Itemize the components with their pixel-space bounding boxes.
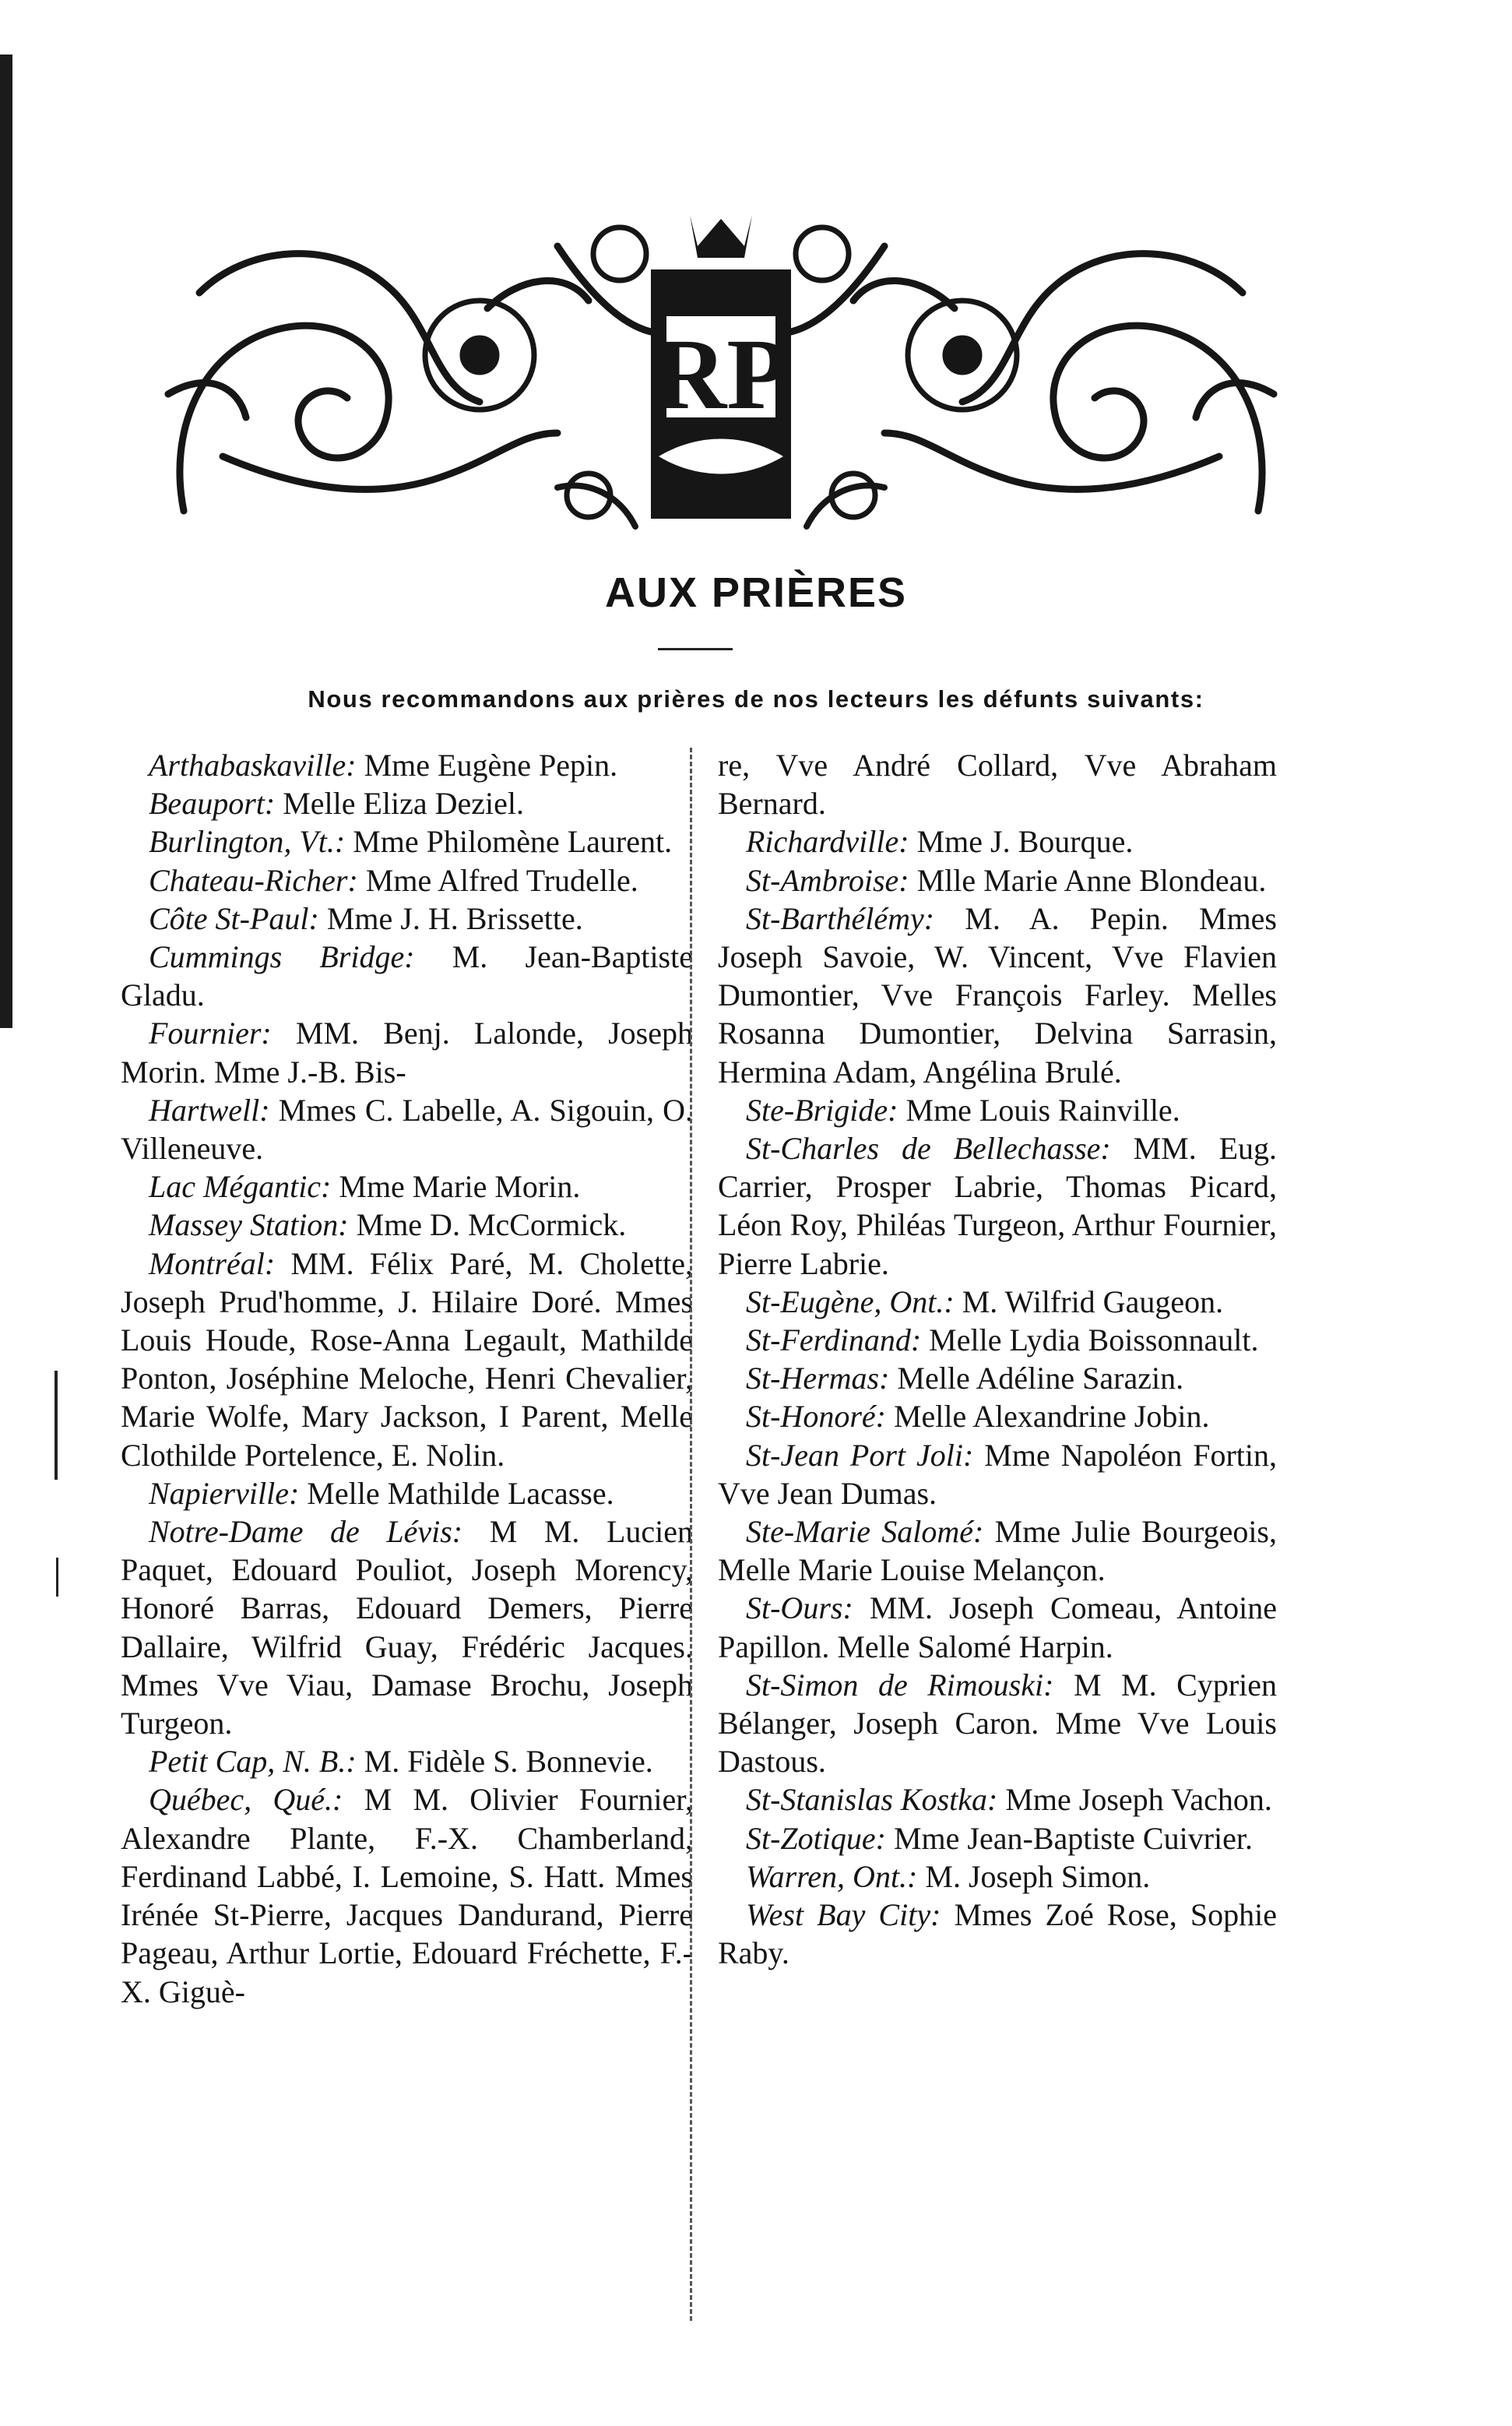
left-column [121, 746, 693, 2011]
place-name: Ste-Brigide: [746, 1092, 898, 1128]
deceased-names: M. Fidèle S. Bonnevie. [356, 1744, 653, 1780]
place-name: St-Zotique: [746, 1820, 886, 1856]
obituary-entry [718, 1359, 1277, 1397]
obituary-entry [718, 1896, 1277, 1972]
deceased-names: Melle Lydia Boissonnault. [921, 1322, 1259, 1358]
deceased-names: Mme Napoléon Fortin, Vve Jean Dumas. [718, 1437, 1278, 1511]
obituary-entry [718, 1129, 1277, 1283]
deceased-names: Mme Joseph Vachon. [997, 1782, 1272, 1818]
place-name: Warren, Ont.: [746, 1858, 918, 1894]
obituary-entry [121, 784, 693, 822]
place-name: Beauport: [149, 786, 276, 822]
place-name: St-Hermas: [746, 1361, 890, 1396]
intro-text: Nous recommandons aux prières de nos lecteurs les défunts suivants: [308, 685, 1204, 713]
place-name: St-Ambroise: [746, 862, 909, 898]
place-name: Lac Mégantic: [149, 1169, 332, 1205]
page-title: AUX PRIÈRES [604, 569, 908, 616]
place-name: St-Simon de Rimouski: [746, 1667, 1054, 1702]
rp-monogram-ornament-icon [153, 199, 1289, 542]
deceased-names: M M. Lucien Paquet, Edouard Pouliot, Joseph Morency, Honoré Barras, Edouard Demers, Pierre Dallaire, Wilfrid Guay, Frédéric Jacques. Mmes Vve Viau, Damase Brochu, Joseph Turgeon. [121, 1514, 694, 1741]
place-name: St-Jean Port Joli: [746, 1437, 974, 1473]
obituary-entry [121, 1091, 693, 1167]
deceased-names: M. Joseph Simon. [917, 1858, 1151, 1894]
deceased-names: Mme J. H. Brissette. [318, 900, 583, 936]
place-name: Cummings Bridge: [149, 939, 415, 975]
place-name: St-Charles de Bellechasse: [746, 1131, 1111, 1167]
place-name: Chateau-Richer: [149, 862, 358, 898]
place-name: Petit Cap, N. B.: [149, 1744, 357, 1780]
deceased-names: Melle Mathilde Lacasse. [299, 1475, 614, 1511]
deceased-names: MM. Joseph Comeau, Antoine Papillon. Melle Salomé Harpin. [718, 1590, 1277, 1664]
place-name: Massey Station: [149, 1207, 349, 1243]
deceased-names: Mmes Zoé Rose, Sophie Raby. [718, 1897, 1277, 1971]
obituary-entry [121, 1474, 693, 1512]
place-name: Notre-Dame de Lévis: [149, 1514, 463, 1550]
deceased-names: M. A. Pepin. Mmes Joseph Savoie, W. Vincent, Vve Flavien Dumontier, Vve François Farley. Melles Rosanna Dumontier, Delvina Sarrasin, Hermina Adam, Angélina Brulé. [718, 900, 1277, 1090]
deceased-names: Mlle Marie Anne Blondeau. [909, 862, 1267, 898]
obituary-entry [718, 861, 1277, 900]
obituary-entry [121, 1780, 693, 2010]
place-name: St-Eugène, Ont.: [746, 1283, 955, 1319]
place-name: Richardville: [746, 824, 909, 860]
obituary-entry [718, 1780, 1277, 1819]
obituary-entry [121, 822, 693, 861]
deceased-names: Mme Marie Morin. [331, 1169, 581, 1205]
place-name: Ste-Marie Salomé: [746, 1514, 984, 1550]
place-name: Arthabaskaville: [149, 748, 357, 783]
obituary-entry [718, 1091, 1277, 1129]
obituary-entry [718, 1436, 1277, 1512]
deceased-names: re, Vve André Collard, Vve Abraham Bernard. [718, 748, 1277, 822]
place-name: West Bay City: [746, 1897, 941, 1933]
deceased-names: Melle Alexandrine Jobin. [885, 1399, 1210, 1435]
deceased-names: M M. Cyprien Bélanger, Joseph Caron. Mme Vve Louis Dastous. [718, 1667, 1278, 1780]
place-name: Montréal: [149, 1245, 276, 1281]
deceased-names: MM. Félix Paré, M. Cholette, Joseph Prud'homme, J. Hilaire Doré. Mmes Louis Houde, Rose-Anna Legault, Mathilde Ponton, Joséphine Meloche, Henri Chevalier, Marie Wolfe, Mary Jackson, I Parent, Melle Clothilde Portelence, E. Nolin. [121, 1245, 693, 1473]
place-name: Napierville: [149, 1475, 300, 1511]
deceased-names: MM. Eug. Carrier, Prosper Labrie, Thomas Picard, Léon Roy, Philéas Turgeon, Arthur Fournier, Pierre Labrie. [718, 1131, 1277, 1281]
deceased-names: Mme J. Bourque. [909, 824, 1134, 860]
deceased-names: M M. Olivier Fournier, Alexandre Plante, F.-X. Chamberland, Ferdinand Labbé, I. Lemoine, S. Hatt. Mmes Irénée St-Pierre, Jacques Dandurand, Pierre Pageau, Arthur Lortie, Edouard Fréchette, F.-X. Giguè- [121, 1782, 693, 2009]
obituary-entry [121, 1167, 693, 1206]
obituary-entry [718, 1589, 1277, 1665]
place-name: Fournier: [149, 1016, 272, 1051]
obituary-entry [718, 1857, 1277, 1896]
obituary-entry [121, 1206, 693, 1244]
obituary-entry [121, 900, 693, 938]
obituary-entry [121, 1245, 693, 1474]
deceased-names: Mme Jean-Baptiste Cuivrier. [885, 1820, 1253, 1856]
deceased-names: M. Wilfrid Gaugeon. [954, 1283, 1224, 1319]
page-edge-rule [0, 55, 12, 1028]
obituary-entry [121, 746, 693, 784]
deceased-names: Mmes C. Labelle, A. Sigouin, O. Villeneuve. [121, 1092, 693, 1167]
place-name: St-Barthélémy: [746, 900, 935, 936]
obituary-entry [121, 1742, 693, 1780]
place-name: St-Honoré: [746, 1399, 886, 1435]
obituary-entry [121, 1512, 693, 1742]
obituary-entry [718, 1819, 1277, 1857]
obituary-entry [718, 1397, 1277, 1435]
place-name: Burlington, Vt.: [149, 824, 346, 860]
deceased-names: Mme Philomène Laurent. [345, 824, 673, 860]
obituary-entry [718, 1283, 1277, 1321]
obituary-entry [121, 1014, 693, 1090]
obituary-entry [718, 822, 1277, 861]
svg-text:RP: RP [653, 319, 789, 431]
obituary-entry [718, 1512, 1277, 1589]
deceased-names: Melle Eliza Deziel. [275, 786, 525, 822]
right-column [718, 746, 1277, 1973]
deceased-names: Mme Louis Rainville. [898, 1092, 1180, 1128]
obituary-entry [718, 1666, 1277, 1781]
deceased-names: MM. Benj. Lalonde, Joseph Morin. Mme J.-B. Bis- [121, 1016, 693, 1090]
obituary-entry [121, 861, 693, 900]
column-divider [690, 748, 692, 2321]
edge-mark [56, 1558, 58, 1597]
title-divider [658, 648, 733, 650]
place-name: Côte St-Paul: [149, 900, 319, 936]
place-name: Québec, Qué.: [149, 1782, 343, 1818]
deceased-names: M. Jean-Baptiste Gladu. [121, 939, 693, 1013]
obituary-entry [121, 938, 693, 1014]
deceased-names: Mme Alfred Trudelle. [357, 862, 638, 898]
place-name: St-Ours: [746, 1590, 853, 1626]
place-name: St-Stanislas Kostka: [746, 1782, 998, 1818]
deceased-names: Mme Julie Bourgeois, Melle Marie Louise Melançon. [718, 1514, 1277, 1588]
place-name: St-Ferdinand: [746, 1322, 922, 1358]
obituary-entry [718, 1321, 1277, 1359]
obituary-entry-continued [718, 746, 1277, 822]
obituary-entry [718, 900, 1277, 1091]
deceased-names: Mme Eugène Pepin. [356, 748, 618, 783]
deceased-names: Mme D. McCormick. [348, 1207, 627, 1243]
deceased-names: Melle Adéline Sarazin. [889, 1361, 1184, 1396]
edge-mark [55, 1371, 58, 1480]
place-name: Hartwell: [149, 1092, 270, 1128]
